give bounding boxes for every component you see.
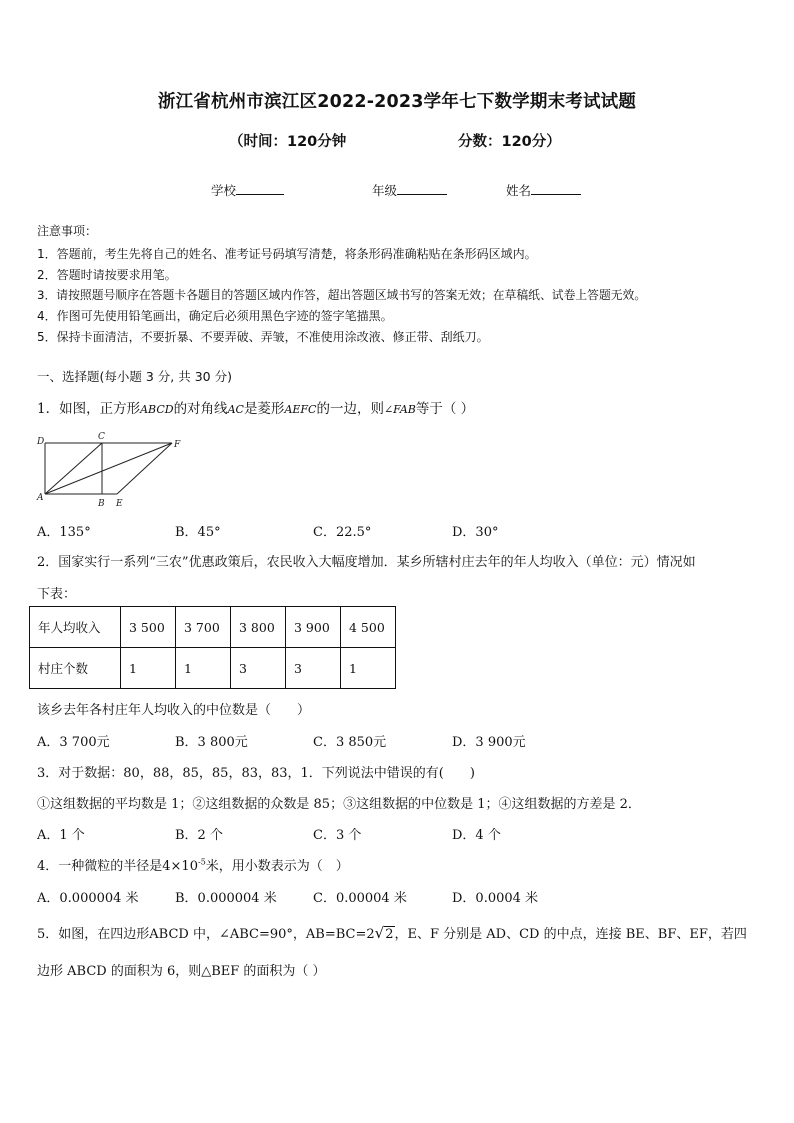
table-header-cell: 年人均收入 [30, 607, 121, 648]
q2-option-a[interactable]: A．3 700元 [37, 735, 110, 750]
question-3-statements: ①这组数据的平均数是 1；②这组数据的众数是 85；③这组数据的中位数是 1；④这组数据的方差是 2． [37, 797, 641, 812]
table-cell: 1 [341, 648, 396, 689]
q1-math: AC [227, 403, 244, 416]
name-label: 姓名 [506, 183, 532, 198]
q5-text-part: 5．如图，在四边形ABCD 中，∠ABC=90°，AB=BC=2 [37, 927, 375, 942]
q5-text-part: ，E、F 分别是 AD、CD 的中点，连接 BE、BF、EF，若四 [394, 927, 747, 942]
q4-option-d[interactable]: D．0.0004 米 [452, 891, 539, 906]
sqrt-radicand: 2 [385, 927, 394, 942]
question-5-text [37, 923, 747, 942]
question-2-text-cont: 下表： [37, 587, 77, 602]
grade-field [372, 181, 447, 199]
q1-text-part: 1．如图，正方形 [37, 401, 141, 417]
note-item: 5．保持卡面清洁，不要折暴、不要弄破、弄皱，不准使用涂改液、修正带、刮纸刀。 [37, 330, 489, 344]
table-cell: 3 900 [286, 607, 341, 648]
q1-text-part: 等于（ ） [415, 401, 475, 417]
side-EF [117, 443, 172, 494]
name-blank[interactable] [531, 182, 581, 195]
label-E: E [116, 499, 123, 509]
label-C: C [98, 432, 105, 442]
name-field [506, 181, 581, 199]
q1-text-part: 的一边，则 [316, 401, 384, 417]
q2-option-c[interactable]: C．3 850元 [313, 735, 387, 750]
question-4-text [37, 855, 349, 874]
q4-exponent: -5 [197, 857, 206, 867]
table-cell: 4 500 [341, 607, 396, 648]
grade-label: 年级 [372, 183, 398, 198]
table-cell: 3 [231, 648, 286, 689]
exam-score: 分数：120分） [458, 134, 561, 150]
note-item: 3．请按照题号顺序在答题卡各题目的答题区域内作答，超出答题区域书写的答案无效；在草稿纸、试卷上答题无效。 [37, 288, 647, 302]
table-row [30, 648, 396, 689]
income-table [29, 606, 396, 689]
q3-option-a[interactable]: A．1 个 [37, 828, 85, 843]
label-F: F [174, 440, 181, 450]
table-cell: 3 800 [231, 607, 286, 648]
q3-option-d[interactable]: D．4 个 [452, 828, 501, 843]
diagonal-AC [45, 443, 102, 494]
table-header-cell: 村庄个数 [30, 648, 121, 689]
q1-text-part: 是菱形 [243, 401, 285, 417]
q1-option-a[interactable]: A．135° [37, 525, 91, 540]
table-row [30, 607, 396, 648]
q1-math: ABCD [140, 403, 174, 416]
q4-text-part: 米，用小数表示为（ ） [205, 859, 349, 874]
q3-option-c[interactable]: C．3 个 [313, 828, 362, 843]
question-1-text [37, 397, 474, 417]
q1-text-part: 的对角线 [173, 401, 228, 417]
school-field [211, 181, 284, 199]
note-item: 1．答题前，考生先将自己的姓名、准考证号码填写清楚，将条形码准确粘贴在条形码区域内。 [37, 247, 537, 261]
q3-option-b[interactable]: B．2 个 [175, 828, 223, 843]
question-2-ask: 该乡去年各村庄年人均收入的中位数是（ ） [37, 703, 311, 718]
question-2-text: 2．国家实行一系列“三农”优惠政策后，农民收入大幅度增加．某乡所辖村庄去年的年人均收入（单位：元）情况如 [37, 555, 696, 570]
sqrt-symbol: √2 [374, 924, 394, 942]
label-A: A [37, 493, 44, 503]
question-3-text: 3．对于数据：80，88，85，85，83，83，1．下列说法中错误的有( ) [37, 766, 475, 781]
school-label: 学校 [211, 183, 237, 198]
table-cell: 1 [176, 648, 231, 689]
q4-option-c[interactable]: C．0.00004 米 [313, 891, 407, 906]
segment-AF [45, 443, 172, 494]
q1-math: ∠FAB [383, 403, 416, 416]
q1-option-b[interactable]: B．45° [175, 525, 221, 540]
section-title: 一、选择题(每小题 3 分, 共 30 分) [37, 369, 232, 384]
page-title: 浙江省杭州市滨江区2022-2023学年七下数学期末考试试题 [157, 92, 637, 112]
notes-title: 注意事项： [37, 224, 98, 238]
q1-math: AEFC [284, 403, 317, 416]
exam-time: （时间：120分钟 [229, 134, 347, 150]
table-cell: 1 [121, 648, 176, 689]
q1-figure [30, 430, 190, 512]
question-5-text-cont: 边形 ABCD 的面积为 6，则△BEF 的面积为（ ） [37, 964, 326, 979]
table-cell: 3 [286, 648, 341, 689]
note-item: 4．作图可先使用铅笔画出，确定后必须用黑色字迹的签字笔描黑。 [37, 309, 393, 323]
note-item: 2．答题时请按要求用笔。 [37, 268, 177, 282]
school-blank[interactable] [236, 182, 284, 195]
table-cell: 3 500 [121, 607, 176, 648]
q1-option-d[interactable]: D．30° [452, 525, 499, 540]
label-B: B [98, 499, 105, 509]
q4-option-b[interactable]: B．0.000004 米 [175, 891, 277, 906]
grade-blank[interactable] [397, 182, 447, 195]
q1-option-c[interactable]: C．22.5° [313, 525, 372, 540]
q2-option-b[interactable]: B．3 800元 [175, 735, 248, 750]
table-cell: 3 700 [176, 607, 231, 648]
q4-option-a[interactable]: A．0.000004 米 [37, 891, 139, 906]
q2-option-d[interactable]: D．3 900元 [452, 735, 526, 750]
q4-text-part: 4．一种微粒的半径是4×10 [37, 859, 198, 874]
label-D: D [37, 437, 45, 447]
